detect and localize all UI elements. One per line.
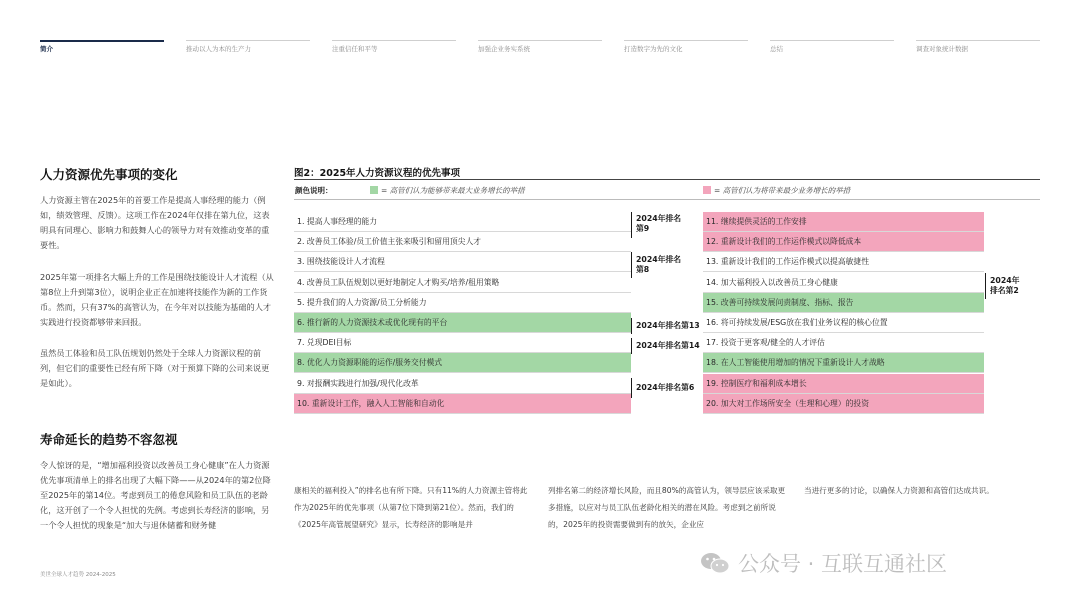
nav-tab-systems[interactable]: 加强企业务实系统 (478, 40, 602, 54)
priority-row: 12. 重新设计我们的工作运作模式以降低成本 (703, 232, 984, 252)
rank-label: 2024年排名 第9 (636, 214, 682, 233)
priority-row: 15. 改善可持续发展问责制度、指标、报告 (703, 293, 984, 313)
divider (294, 199, 1040, 200)
priority-row: 7. 兑现DEI目标 (294, 333, 631, 353)
priority-row: 13. 重新设计我们的工作运作模式以提高敏捷性 (703, 252, 984, 272)
rank-label: 2024年 排名第2 (990, 276, 1020, 295)
rank-label: 2024年排名第13 (636, 321, 700, 330)
section-title-hr-priorities: 人力资源优先事项的变化 (40, 167, 178, 182)
priority-row: 11. 继续提供灵活的工作安排 (703, 212, 984, 232)
paragraph: 2025年第一项排名大幅上升的工作是围绕技能设计人才流程（从第8位上升到第3位），说明企业正在加速将技能作为新的工作货币。然而，只有37%的高管认为，在今年对以技能为基础的人才实践进行投资都够带来回报。 (40, 272, 274, 327)
legend-pink-text: = 高管们认为将带来最少业务增长的举措 (714, 186, 851, 195)
nav-tab-summary[interactable]: 总结 (770, 40, 894, 54)
green-swatch-icon (370, 186, 378, 194)
priority-row: 10. 重新设计工作，融入人工智能和自动化 (294, 394, 631, 414)
priority-row: 9. 对报酬实践进行加强/现代化改革 (294, 374, 631, 394)
priority-row: 16. 将可持续发展/ESG放在我们业务议程的核心位置 (703, 313, 984, 333)
top-nav (40, 40, 1040, 54)
rank-label: 2024年排名 第8 (636, 255, 682, 274)
text-column: 列排名第二的经济增长风险，而且80%的高管认为，领导层应该采取更多措施，以应对与员工队伍老龄化相关的潜在风险。考虑到之前所说的，2025年的投资需要做到有的放矢，企业应 (548, 486, 786, 529)
priority-row: 3. 围绕技能设计人才流程 (294, 252, 631, 272)
legend-green (370, 185, 525, 196)
legend-label: 颜色说明： (295, 186, 333, 195)
paragraph: 令人惊讶的是，“增加福利投资以改善员工身心健康”在人力资源优先事项清单上的排名出现了大幅下降——从2024年的第2位降至2025年的第14位。考虑到员工的倦怠风险和员工队伍的老龄化，这开创了一个令人担忧的先例。考虑到长寿经济的影响，另一个令人担忧的现象是“加大与退休储蓄和财务健 (40, 460, 271, 530)
rank-label: 2024年排名第14 (636, 341, 700, 350)
priority-row: 17. 投资于更客观/健全的人才评估 (703, 333, 984, 353)
watermark (700, 548, 947, 580)
legend-green-text: = 高管们认为能够带来最大业务增长的举措 (381, 186, 525, 195)
priority-row: 14. 加大福利投入以改善员工身心健康 (703, 273, 984, 293)
wechat-icon (700, 551, 730, 580)
text-column: 康相关的福利投入”的排名也有所下降。只有11%的人力资源主管将此作为2025年的优先事项（从第7位下降到第21位）。然而，我们的《2025年高管展望研究》显示，长寿经济的影响是并 (294, 486, 528, 529)
rank-label: 2024年排名第6 (636, 383, 695, 392)
priority-row: 20. 加大对工作场所安全（生理和心理）的投资 (703, 394, 984, 414)
paragraph: 虽然员工体验和员工队伍规划仍然处于全球人力资源议程的前列，但它们的重要性已经有所下降（对于预算下降的公司来说更是如此）。 (40, 348, 270, 388)
watermark-text: 公众号 · 互联互通社区 (738, 552, 948, 576)
priority-row: 4. 改善员工队伍规划以更好地制定人才购买/培养/租用策略 (294, 273, 631, 293)
nav-tab-digital[interactable]: 打造数字为先的文化 (624, 40, 748, 54)
page-footer: 美世全球人才趋势 2024-2025 (40, 572, 116, 578)
nav-tab-demographics[interactable]: 调查对象统计数据 (916, 40, 1040, 54)
priority-row: 2. 改善员工体验/员工价值主张来吸引和留用顶尖人才 (294, 232, 631, 252)
legend-pink (703, 185, 850, 196)
priority-row: 19. 控制医疗和福利成本增长 (703, 374, 984, 394)
priority-row: 18. 在人工智能使用增加的情况下重新设计人才战略 (703, 353, 984, 373)
figure-title: 图2：2025年人力资源议程的优先事项 (294, 168, 461, 179)
paragraph: 人力资源主管在2025年的首要工作是提高人事经理的能力（例如，绩效管理、反馈）。这项工作在2024年仅排在第九位，这表明具有同理心、影响力和鼓舞人心的领导力对有效推动变革的重要性。 (40, 195, 270, 250)
priority-row: 8. 优化人力资源职能的运作/服务交付模式 (294, 353, 631, 373)
text-column: 当进行更多的讨论，以确保人力资源和高管们达成共识。 (804, 486, 994, 495)
priority-row: 1. 提高人事经理的能力 (294, 212, 631, 232)
section-title-longevity: 寿命延长的趋势不容忽视 (40, 432, 178, 447)
nav-tab-trust[interactable]: 注重信任和平等 (332, 40, 456, 54)
nav-tab-productivity[interactable]: 推动以人为本的生产力 (186, 40, 310, 54)
priority-row: 6. 推行新的人力资源技术或优化现有的平台 (294, 313, 631, 333)
nav-tab-intro[interactable]: 简介 (40, 40, 164, 54)
divider (294, 179, 1040, 180)
priority-row: 5. 提升我们的人力资源/员工分析能力 (294, 293, 631, 313)
pink-swatch-icon (703, 186, 711, 194)
